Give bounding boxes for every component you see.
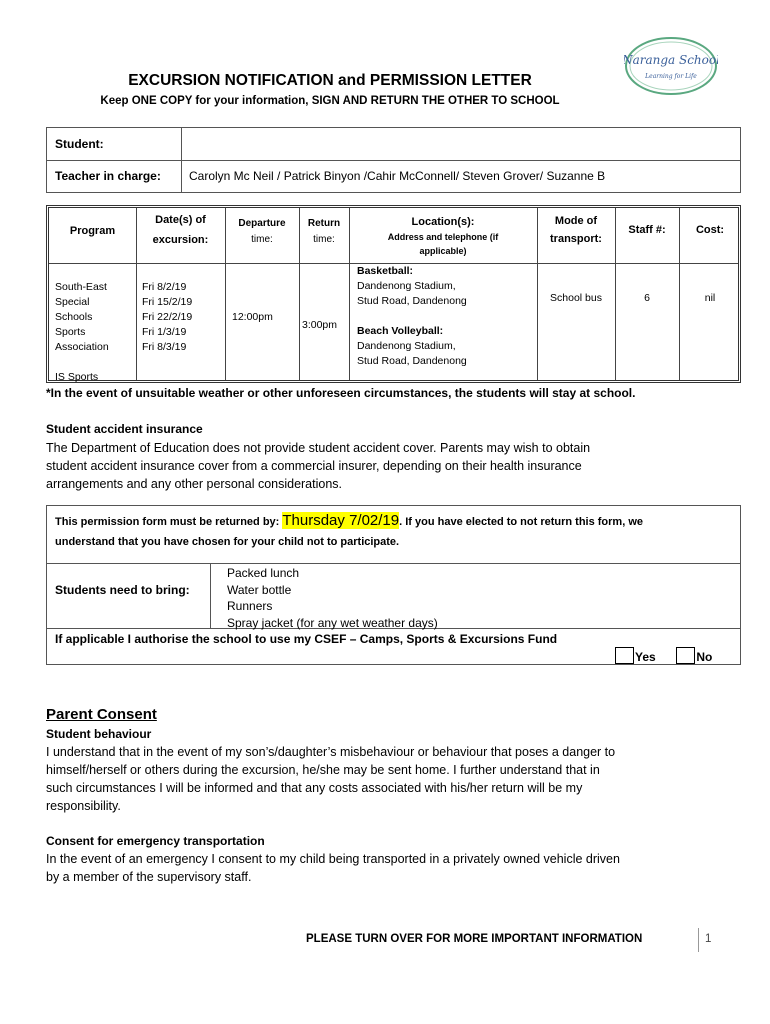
csef-no-label: No	[696, 650, 713, 664]
csef-options	[615, 647, 712, 664]
header-location-3: applicable)	[419, 246, 467, 256]
list-item: Spray jacket (for any wet weather days)	[227, 615, 438, 630]
staff-count: 6	[644, 292, 650, 304]
return-date: Thursday 7/02/19	[282, 512, 400, 529]
permission-return-box	[46, 505, 741, 665]
header-mode-2: transport:	[550, 233, 602, 245]
csef-no-checkbox[interactable]	[676, 647, 695, 664]
logo-tagline: Learning for Life	[645, 73, 697, 80]
footer-divider	[698, 928, 699, 952]
header-program: Program	[69, 225, 116, 237]
page-subtitle: Keep ONE COPY for your information, SIGN AND RETURN THE OTHER TO SCHOOL	[100, 95, 560, 107]
page-number: 1	[705, 933, 712, 945]
header-departure-1: Departure	[238, 218, 286, 229]
return-deadline: This permission form must be returned by: Thursday 7/02/19. If you have elected to not return this form, we	[55, 512, 643, 529]
header-location-2: Address and telephone (if	[387, 232, 499, 242]
return-note: understand that you have chosen for your child not to participate.	[55, 536, 400, 548]
list-item: Packed lunch	[227, 566, 300, 580]
student-info-box	[46, 127, 741, 193]
behaviour-heading: Student behaviour	[46, 727, 152, 741]
behaviour-text: I understand that in the event of my son’s/daughter’s misbehaviour or behaviour that poses a danger to himself/herself or others during the excursion, he/she may be sent home. I further understand that in such circumstances I will be informed and that any costs associated with his/her return will be my responsibility.	[46, 745, 616, 813]
footer-note: PLEASE TURN OVER FOR MORE IMPORTANT INFORMATION	[306, 933, 643, 945]
weather-note: *In the event of unsuitable weather or other unforeseen circumstances, the students will stay at school.	[46, 386, 636, 400]
insurance-heading: Student accident insurance	[46, 422, 203, 436]
student-label: Student:	[55, 137, 104, 151]
header-dates-2: excursion:	[152, 234, 209, 246]
transport-mode: School bus	[550, 292, 602, 304]
logo-name: Naranga School	[624, 53, 718, 67]
csef-consent: If applicable I authorise the school to use my CSEF – Camps, Sports & Excursions Fund	[55, 632, 558, 646]
parent-consent-heading: Parent Consent	[46, 706, 157, 723]
location-cell: Basketball: Dandenong Stadium, Stud Road, Dandenong Beach Volleyball: Dandenong Stadium, Stud Road, Dandenong	[357, 265, 467, 367]
bring-label: Students need to bring:	[55, 583, 190, 597]
return-time: 3:00pm	[302, 319, 338, 331]
header-mode-1: Mode of	[554, 215, 598, 227]
excursion-details-table	[46, 205, 741, 383]
header-return-1: Return	[307, 218, 341, 229]
page-title: EXCURSION NOTIFICATION and PERMISSION LETTER	[128, 72, 532, 89]
program-cell: South-East Special Schools Sports Association IS Sports	[55, 281, 109, 383]
teacher-value: Carolyn Mc Neil / Patrick Binyon /Cahir McConnell/ Steven Grover/ Suzanne B	[189, 169, 606, 183]
header-location-1: Location(s):	[411, 216, 475, 228]
cost-value: nil	[704, 292, 716, 304]
header-return-2: time:	[313, 234, 335, 245]
header-staff: Staff #:	[628, 224, 666, 236]
emergency-text: In the event of an emergency I consent to my child being transported in a privately owned vehicle driven by a member of the supervisory staff.	[46, 852, 620, 884]
header-dates-1: Date(s) of	[155, 214, 206, 226]
insurance-text: The Department of Education does not provide student accident cover. Parents may wish to obtain student accident insurance cover from a commercial insurer, depending on their health insurance arrangements and any other personal considerations.	[46, 441, 591, 491]
list-item: Water bottle	[227, 582, 292, 597]
emergency-heading: Consent for emergency transportation	[46, 834, 265, 848]
csef-yes-checkbox[interactable]	[615, 647, 634, 664]
departure-time: 12:00pm	[232, 311, 273, 323]
header-departure-2: time:	[251, 234, 273, 245]
dates-cell: Fri 8/2/19 Fri 15/2/19 Fri 22/2/19 Fri 1/3/19 Fri 8/3/19	[142, 281, 193, 353]
bring-list	[227, 565, 438, 631]
header-cost: Cost:	[695, 224, 725, 236]
teacher-label: Teacher in charge:	[55, 169, 161, 183]
csef-yes-label: Yes	[635, 650, 656, 664]
list-item: Runners	[227, 599, 273, 613]
